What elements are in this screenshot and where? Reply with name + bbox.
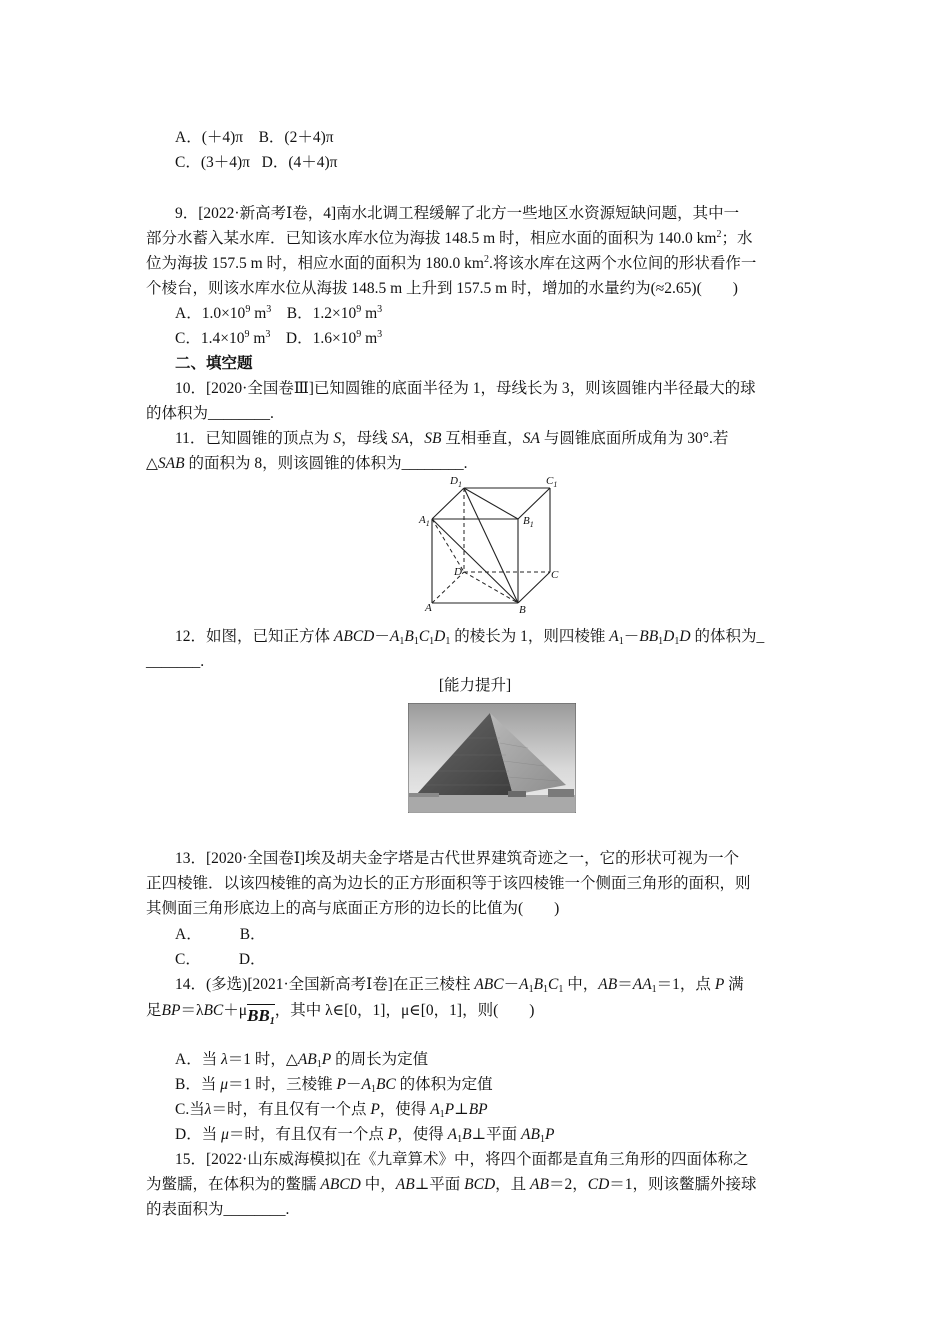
q12-line2: _______. bbox=[146, 653, 205, 670]
edge-a1d1 bbox=[432, 488, 464, 519]
hidden-diag-db bbox=[464, 572, 518, 603]
label-c: C bbox=[551, 569, 559, 581]
q9-option-c: C．$1.4\times 10^9$ $m^3$ bbox=[175, 329, 271, 347]
section-ability-heading: [能力提升] bbox=[438, 677, 512, 694]
q9-options-row1 bbox=[175, 304, 382, 324]
q13-line2: 正四棱锥．以该四棱锥的高为边长的正方形面积等于该四棱锥一个侧面三角形的面积，则 bbox=[146, 875, 751, 892]
q13-options-row1 bbox=[175, 925, 266, 945]
q14-option-b: B．当 μ＝1 时，三棱锥 $P-A_1BC$ 的体积为定值 bbox=[175, 1076, 493, 1095]
label-b: B bbox=[519, 604, 526, 616]
q10-line2: 的体积为________. bbox=[146, 405, 274, 422]
q13-option-c: C． bbox=[175, 951, 201, 968]
diag-d1b1 bbox=[464, 488, 518, 519]
q8-option-a: A．(＋4)π bbox=[175, 129, 244, 146]
label-b1: $B_1$ bbox=[523, 515, 534, 529]
label-d1: $D_1$ bbox=[450, 475, 462, 489]
diag-a1b bbox=[432, 519, 518, 603]
q13-line3: 其侧面三角形底边上的高与底面正方形的边长的比值为( ) bbox=[146, 900, 560, 917]
section-fill-in-heading: 二、填空题 bbox=[175, 355, 253, 372]
hidden-diag-a1d bbox=[432, 519, 464, 572]
q14-option-d: D．当 μ＝时，有且仅有一个点 P，使得 $A_1B\perp$平面 $AB_1P$ bbox=[175, 1126, 555, 1145]
edge-b1c1 bbox=[518, 488, 550, 519]
q14-line1: 14．(多选)[2021·全国新高考Ⅰ卷]在正三棱柱 $ABC-A_1B_1C_1$ 中，$AB=AA_1=1$，点 P 满 bbox=[175, 976, 744, 995]
label-d: D bbox=[454, 566, 462, 578]
q8-options-row1 bbox=[175, 128, 334, 148]
q9-line4: 个棱台，则该水库水位从海拔 148.5 m 上升到 157.5 m 时，增加的水量约为(≈2.65)( ) bbox=[146, 280, 738, 297]
q9-option-d: D．$1.6\times 10^9$ $m^3$ bbox=[285, 329, 383, 347]
q14-line2: 足BP＝λBC＋μBB$_1$，其中 λ∈[0，1]，μ∈[0，1]，则( ) bbox=[146, 1002, 535, 1027]
q8-option-b: B．(2＋4)π bbox=[258, 129, 334, 146]
q9-option-a: A．$1.0\times 10^9$ $m^3$ bbox=[175, 304, 272, 322]
q9-line1: 9．[2022·新高考Ⅰ卷，4]南水北调工程缓解了北方一些地区水资源短缺问题，其中一 bbox=[175, 205, 740, 222]
hidden-edge-ad bbox=[432, 572, 464, 603]
q10-line1: 10．[2020·全国卷Ⅲ]已知圆锥的底面半径为 1，母线长为 3，则该圆锥内半径最大的球 bbox=[175, 380, 756, 397]
q13-line1: 13．[2020·全国卷Ⅰ]埃及胡夫金字塔是古代世界建筑奇迹之一，它的形状可视为一个 bbox=[175, 850, 740, 867]
q15-line3: 的表面积为________. bbox=[146, 1201, 290, 1218]
q8-option-c: C．(3＋4)π bbox=[175, 154, 250, 171]
q15-line2: 为鳖臑，在体积为的鳖臑 ABCD 中，AB⊥平面 BCD，且 AB＝2，CD＝1，则该鳖臑外接球 bbox=[146, 1176, 757, 1193]
q9-line2: 部分水蓄入某水库．已知该水库水位为海拔 148.5 m 时，相应水面的面积为 140.0 $km^2$；水 bbox=[146, 229, 753, 247]
q13-option-d: D． bbox=[238, 951, 266, 968]
diag-d1b bbox=[464, 488, 518, 603]
label-a: A bbox=[425, 602, 432, 614]
q11-line1: 11．已知圆锥的顶点为 S，母线 SA，SB 互相垂直，SA 与圆锥底面所成角为 30°.若 bbox=[175, 430, 729, 447]
q13-options-row2 bbox=[175, 950, 266, 970]
vector-bb1: $BB_1$ bbox=[247, 1006, 275, 1027]
q8-option-d: D．(4＋4)π bbox=[261, 154, 338, 171]
q14-option-c: C.当λ＝时，有且仅有一个点 P，使得 $A_1P\perp BP$ bbox=[175, 1101, 488, 1120]
label-a1: $A_1$ bbox=[419, 514, 430, 528]
q15-line1: 15．[2022·山东威海模拟]在《九章算术》中，将四个面都是直角三角形的四面体称之 bbox=[175, 1151, 749, 1168]
q13-option-a: A． bbox=[175, 926, 202, 943]
q14-option-a: A．当 λ＝1 时，$\triangle AB_1P$ 的周长为定值 bbox=[175, 1051, 429, 1070]
q11-line2: △SAB 的面积为 8，则该圆锥的体积为________. bbox=[146, 455, 468, 472]
q9-option-b: B．$1.2\times 10^9$ $m^3$ bbox=[286, 304, 383, 322]
edge-bc bbox=[518, 572, 550, 603]
pyramid-photo bbox=[408, 703, 576, 813]
q9-options-row2 bbox=[175, 329, 382, 349]
q13-option-b: B． bbox=[239, 926, 266, 943]
label-c1: $C_1$ bbox=[546, 475, 558, 489]
q8-options-row2 bbox=[175, 153, 337, 173]
q12-line1: 12．如图，已知正方体 $ABCD-A_1B_1C_1D_1$ 的棱长为 1，则四棱锥 $A_1-BB_1D_1D$ 的体积为_ bbox=[175, 628, 765, 647]
q9-line3: 位为海拔 157.5 m 时，相应水面的面积为 180.0 $km^2$.将该水库在这两个水位间的形状看作一 bbox=[146, 254, 757, 272]
